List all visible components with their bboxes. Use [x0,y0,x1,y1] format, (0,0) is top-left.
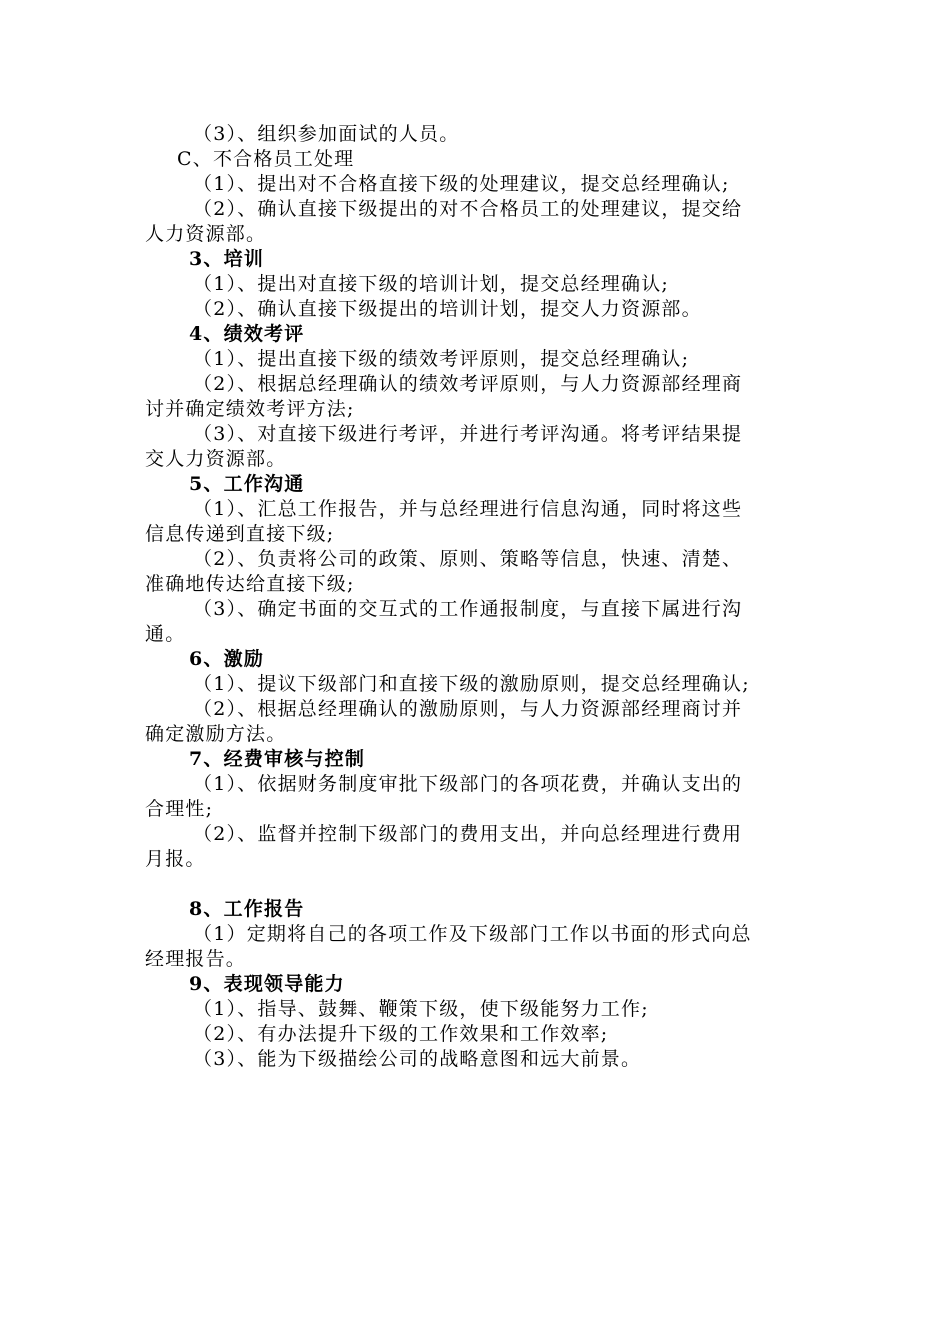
section-heading: 3、培训 [189,248,265,270]
paragraph-line: （1）、指导、鼓舞、鞭策下级，使下级能努力工作; [193,998,649,1020]
paragraph-line: 确定激励方法。 [145,723,287,745]
paragraph-line: 信息传递到直接下级; [145,523,335,545]
paragraph-line: 通。 [145,623,186,645]
paragraph-line: （3）、确定书面的交互式的工作通报制度，与直接下属进行沟 [193,598,743,620]
paragraph-line: （3）、对直接下级进行考评，并进行考评沟通。将考评结果提 [193,423,743,445]
paragraph-line: 经理报告。 [145,948,247,970]
paragraph-line: 人力资源部。 [145,223,267,245]
paragraph-line: （2）、有办法提升下级的工作效果和工作效率; [193,1023,609,1045]
paragraph-line: （2）、监督并控制下级部门的费用支出，并向总经理进行费用 [193,823,743,845]
section-heading: 8、工作报告 [189,898,305,920]
paragraph-line: （1）、依据财务制度审批下级部门的各项花费，并确认支出的 [193,773,743,795]
paragraph-line: （2）、确认直接下级提出的培训计划，提交人力资源部。 [193,298,702,320]
paragraph-line: （1）、提议下级部门和直接下级的激励原则，提交总经理确认; [193,673,750,695]
section-heading: 9、表现领导能力 [189,973,345,995]
paragraph-line: 准确地传达给直接下级; [145,573,355,595]
section-heading: 7、经费审核与控制 [189,748,366,770]
paragraph-line: （1）定期将自己的各项工作及下级部门工作以书面的形式向总 [193,923,752,945]
paragraph-line: （2）、负责将公司的政策、原则、策略等信息，快速、清楚、 [193,548,743,570]
paragraph-line: 月报。 [145,848,206,870]
paragraph-line: 合理性; [145,798,214,820]
paragraph-line: （3）、组织参加面试的人员。 [193,123,460,145]
paragraph-line: （1）、提出对直接下级的培训计划，提交总经理确认; [193,273,669,295]
paragraph-line: （2）、确认直接下级提出的对不合格员工的处理建议，提交给 [193,198,743,220]
section-subheading: C、不合格员工处理 [177,148,355,170]
paragraph-line: （1）、提出直接下级的绩效考评原则，提交总经理确认; [193,348,690,370]
paragraph-line: 讨并确定绩效考评方法; [145,398,355,420]
section-heading: 6、激励 [189,648,265,670]
paragraph-line: （3）、能为下级描绘公司的战略意图和远大前景。 [193,1048,642,1070]
document-body [145,122,810,1072]
paragraph-line: （1）、提出对不合格直接下级的处理建议，提交总经理确认; [193,173,730,195]
paragraph-line: （2）、根据总经理确认的激励原则，与人力资源部经理商讨并 [193,698,743,720]
paragraph-line: （2）、根据总经理确认的绩效考评原则，与人力资源部经理商 [193,373,743,395]
paragraph-line: 交人力资源部。 [145,448,287,470]
paragraph-line: （1）、汇总工作报告，并与总经理进行信息沟通，同时将这些 [193,498,743,520]
section-heading: 4、绩效考评 [189,323,305,345]
blank-line [145,872,810,897]
section-heading: 5、工作沟通 [189,473,305,495]
